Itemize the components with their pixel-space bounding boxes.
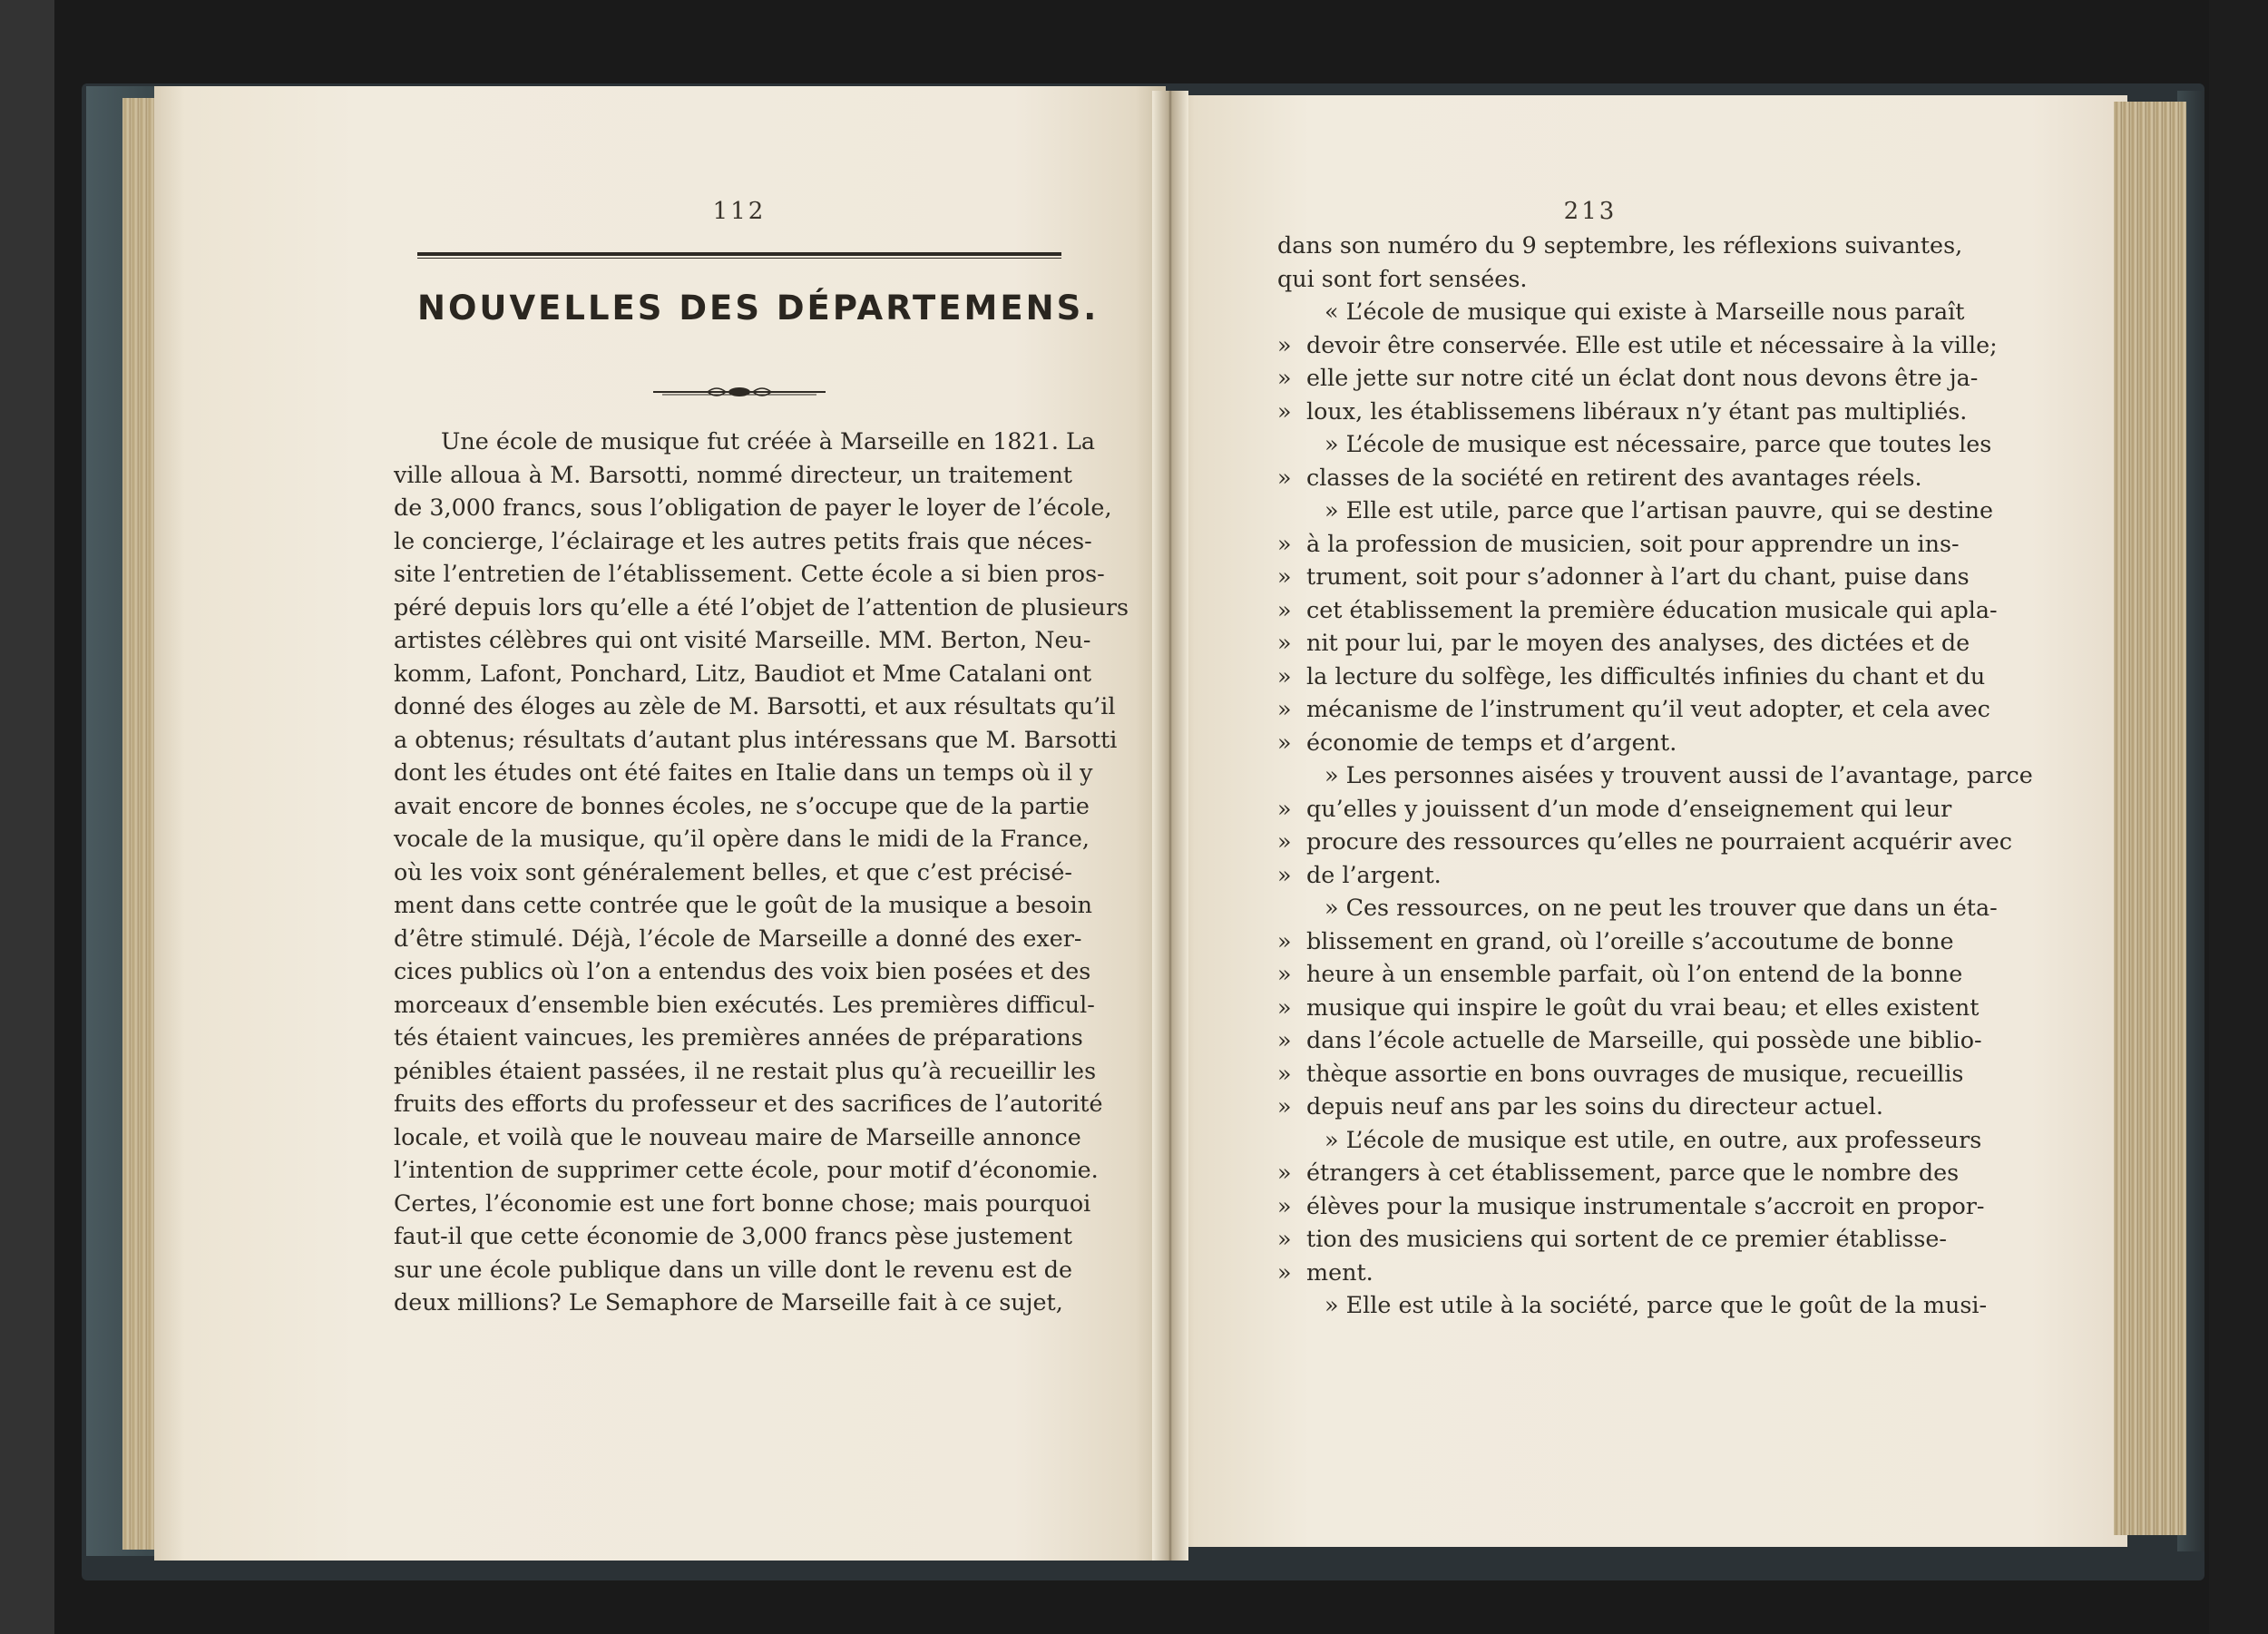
left-text-line: de 3,000 francs, sous l’obligation de payer le loyer de l’école, <box>394 494 1112 521</box>
right-text-line: » Elle est utile à la société, parce que le goût de la musi- <box>1325 1291 1988 1318</box>
quote-mark: » <box>1277 1026 1292 1053</box>
right-text-line: » Elle est utile, parce que l’artisan pauvre, qui se destine <box>1325 496 1994 523</box>
left-text-line: cices publics où l’on a entendus des voix bien posées et des <box>394 957 1091 984</box>
right-text-line: » économie de temps et d’argent. <box>1277 726 1945 759</box>
right-text-line: » la lecture du solfège, les difficultés infinies du chant et du <box>1277 660 1945 693</box>
quote-mark: » <box>1277 695 1292 722</box>
right-text-line: » mécanisme de l’instrument qu’il veut adopter, et cela avec <box>1277 692 1945 726</box>
right-text-line: » devoir être conservée. Elle est utile et nécessaire à la ville; <box>1277 328 1945 362</box>
left-text-line: deux millions? Le Semaphore de Marseille fait à ce sujet, <box>394 1288 1063 1316</box>
quote-mark: » <box>1277 463 1292 491</box>
left-text-line: morceaux d’ensemble bien exécutés. Les premières difficul- <box>394 990 1095 1018</box>
quote-mark: » <box>1277 330 1292 358</box>
book-gutter <box>1152 91 1188 1561</box>
right-text-line: qui sont fort sensées. <box>1277 264 1528 292</box>
right-text-line: » depuis neuf ans par les soins du directeur actuel. <box>1277 1090 1945 1123</box>
quote-mark: » <box>1277 1225 1292 1252</box>
right-text-line: » ment. <box>1277 1256 1945 1289</box>
quote-mark: » <box>1277 661 1292 690</box>
right-text-line: » classes de la société en retirent des avantages réels. <box>1277 461 1945 494</box>
right-text-line: » dans l’école actuelle de Marseille, qui possède une biblio- <box>1277 1023 1945 1057</box>
right-text-line: » étrangers à cet établissement, parce que le nombre des <box>1277 1156 1945 1189</box>
left-text-line: site l’entretien de l’établissement. Cette école a si bien pros- <box>394 560 1105 587</box>
right-text-line: » de l’argent. <box>1277 858 1945 892</box>
right-page-body <box>1277 229 2033 1322</box>
left-text-line: tés étaient vaincues, les premières années de préparations <box>394 1023 1083 1051</box>
left-text-line: ment dans cette contrée que le goût de la musique a besoin <box>394 891 1092 918</box>
left-text-line: Certes, l’économie est une fort bonne chose; mais pourquoi <box>394 1189 1091 1217</box>
left-text-line: avait encore de bonnes écoles, ne s’occupe que de la partie <box>394 791 1090 819</box>
right-text-line: » heure à un ensemble parfait, où l’on entend de la bonne <box>1277 957 1945 991</box>
left-text-line: a obtenus; résultats d’autant plus intéressans que M. Barsotti <box>394 725 1118 753</box>
background-left <box>0 0 54 1634</box>
quote-mark: » <box>1277 860 1292 888</box>
left-text-line: Une école de musique fut créée à Marseille en 1821. La <box>441 427 1095 455</box>
right-text-line: » blissement en grand, où l’oreille s’accoutume de bonne <box>1277 925 1945 958</box>
right-page-number: 213 <box>1563 198 1618 225</box>
right-text-line: » qu’elles y jouissent d’un mode d’enseignement qui leur <box>1277 792 1945 826</box>
quote-mark: » <box>1277 595 1292 623</box>
right-text-line: » elle jette sur notre cité un éclat dont nous devons être ja- <box>1277 361 1945 395</box>
left-text-line: pénibles étaient passées, il ne restait plus qu’à recueillir les <box>394 1056 1097 1084</box>
left-text-line: locale, et voilà que le nouveau maire de Marseille annonce <box>394 1122 1081 1150</box>
quote-mark: » <box>1277 1191 1292 1219</box>
left-text-line: d’être stimulé. Déjà, l’école de Marseille a donné des exer- <box>394 924 1082 952</box>
right-text-line: dans son numéro du 9 septembre, les réflexions suivantes, <box>1277 231 1963 259</box>
page-heading: NOUVELLES DES DÉPARTEMENS. <box>417 289 1100 328</box>
quote-mark: » <box>1277 529 1292 557</box>
left-text-line: komm, Lafont, Ponchard, Litz, Baudiot et Mme Catalani ont <box>394 659 1092 687</box>
left-text-line: ville alloua à M. Barsotti, nommé directeur, un traitement <box>394 460 1072 488</box>
quote-mark: » <box>1277 960 1292 987</box>
right-text-line: » Ces ressources, on ne peut les trouver que dans un éta- <box>1325 894 1998 921</box>
right-text-line: « L’école de musique qui existe à Marseille nous paraît <box>1325 298 1965 325</box>
left-text-line: artistes célèbres qui ont visité Marseille. MM. Berton, Neu- <box>394 626 1091 653</box>
right-text-line: » nit pour lui, par le moyen des analyses, des dictées et de <box>1277 626 1945 660</box>
right-text-line: » à la profession de musicien, soit pour apprendre un ins- <box>1277 527 1945 561</box>
right-page-edges <box>2114 102 2186 1535</box>
quote-mark: » <box>1277 563 1292 590</box>
left-page-body <box>394 425 1129 1319</box>
left-page-number: 112 <box>712 198 767 225</box>
quote-mark: » <box>1277 1092 1292 1120</box>
quote-mark: » <box>1277 728 1292 756</box>
right-text-line: » thèque assortie en bons ouvrages de musique, recueillis <box>1277 1057 1945 1091</box>
quote-mark: » <box>1277 1059 1292 1087</box>
right-text-line: » L’école de musique est nécessaire, parce que toutes les <box>1325 430 1992 457</box>
right-text-line: » Les personnes aisées y trouvent aussi de l’avantage, parce <box>1325 761 2033 788</box>
quote-mark: » <box>1277 396 1292 425</box>
ornament-rule <box>653 383 826 401</box>
right-text-line: » L’école de musique est utile, en outre, aux professeurs <box>1325 1125 1982 1153</box>
left-text-line: péré depuis lors qu’elle a été l’objet de l’attention de plusieurs <box>394 592 1129 621</box>
left-text-line: vocale de la musique, qu’il opère dans le midi de la France, <box>394 825 1090 852</box>
right-text-line: » loux, les établissemens libéraux n’y étant pas multipliés. <box>1277 395 1945 428</box>
right-text-line: » musique qui inspire le goût du vrai beau; et elles existent <box>1277 991 1945 1024</box>
quote-mark: » <box>1277 993 1292 1021</box>
right-text-line: » trument, soit pour s’adonner à l’art du chant, puise dans <box>1277 560 1945 593</box>
heading-top-rule <box>417 252 1061 259</box>
quote-mark: » <box>1277 794 1292 822</box>
left-text-line: fruits des efforts du professeur et des sacrifices de l’autorité <box>394 1090 1103 1117</box>
right-text-line: » tion des musiciens qui sortent de ce premier établisse- <box>1277 1222 1945 1256</box>
left-text-line: dont les études ont été faites en Italie dans un temps où il y <box>394 758 1093 786</box>
quote-mark: » <box>1277 926 1292 954</box>
right-text-line: » procure des ressources qu’elles ne pourraient acquérir avec <box>1277 825 1945 858</box>
left-text-line: le concierge, l’éclairage et les autres petits frais que néces- <box>394 526 1092 554</box>
left-text-line: sur une école publique dans un ville dont le revenu est de <box>394 1255 1072 1283</box>
left-text-line: l’intention de supprimer cette école, pour motif d’économie. <box>394 1156 1099 1183</box>
background-right <box>2209 0 2268 1634</box>
quote-mark: » <box>1277 629 1292 656</box>
quote-mark: » <box>1277 827 1292 855</box>
quote-mark: » <box>1277 1159 1292 1186</box>
right-text-line: » élèves pour la musique instrumentale s’accroit en propor- <box>1277 1189 1945 1223</box>
quote-mark: » <box>1277 1257 1292 1286</box>
quote-mark: » <box>1277 364 1292 391</box>
right-text-line: » cet établissement la première éducation musicale qui apla- <box>1277 593 1945 627</box>
left-text-line: où les voix sont généralement belles, et que c’est précisé- <box>394 857 1072 885</box>
left-text-line: faut-il que cette économie de 3,000 francs pèse justement <box>394 1222 1072 1249</box>
left-text-line: donné des éloges au zèle de M. Barsotti, et aux résultats qu’il <box>394 692 1116 719</box>
